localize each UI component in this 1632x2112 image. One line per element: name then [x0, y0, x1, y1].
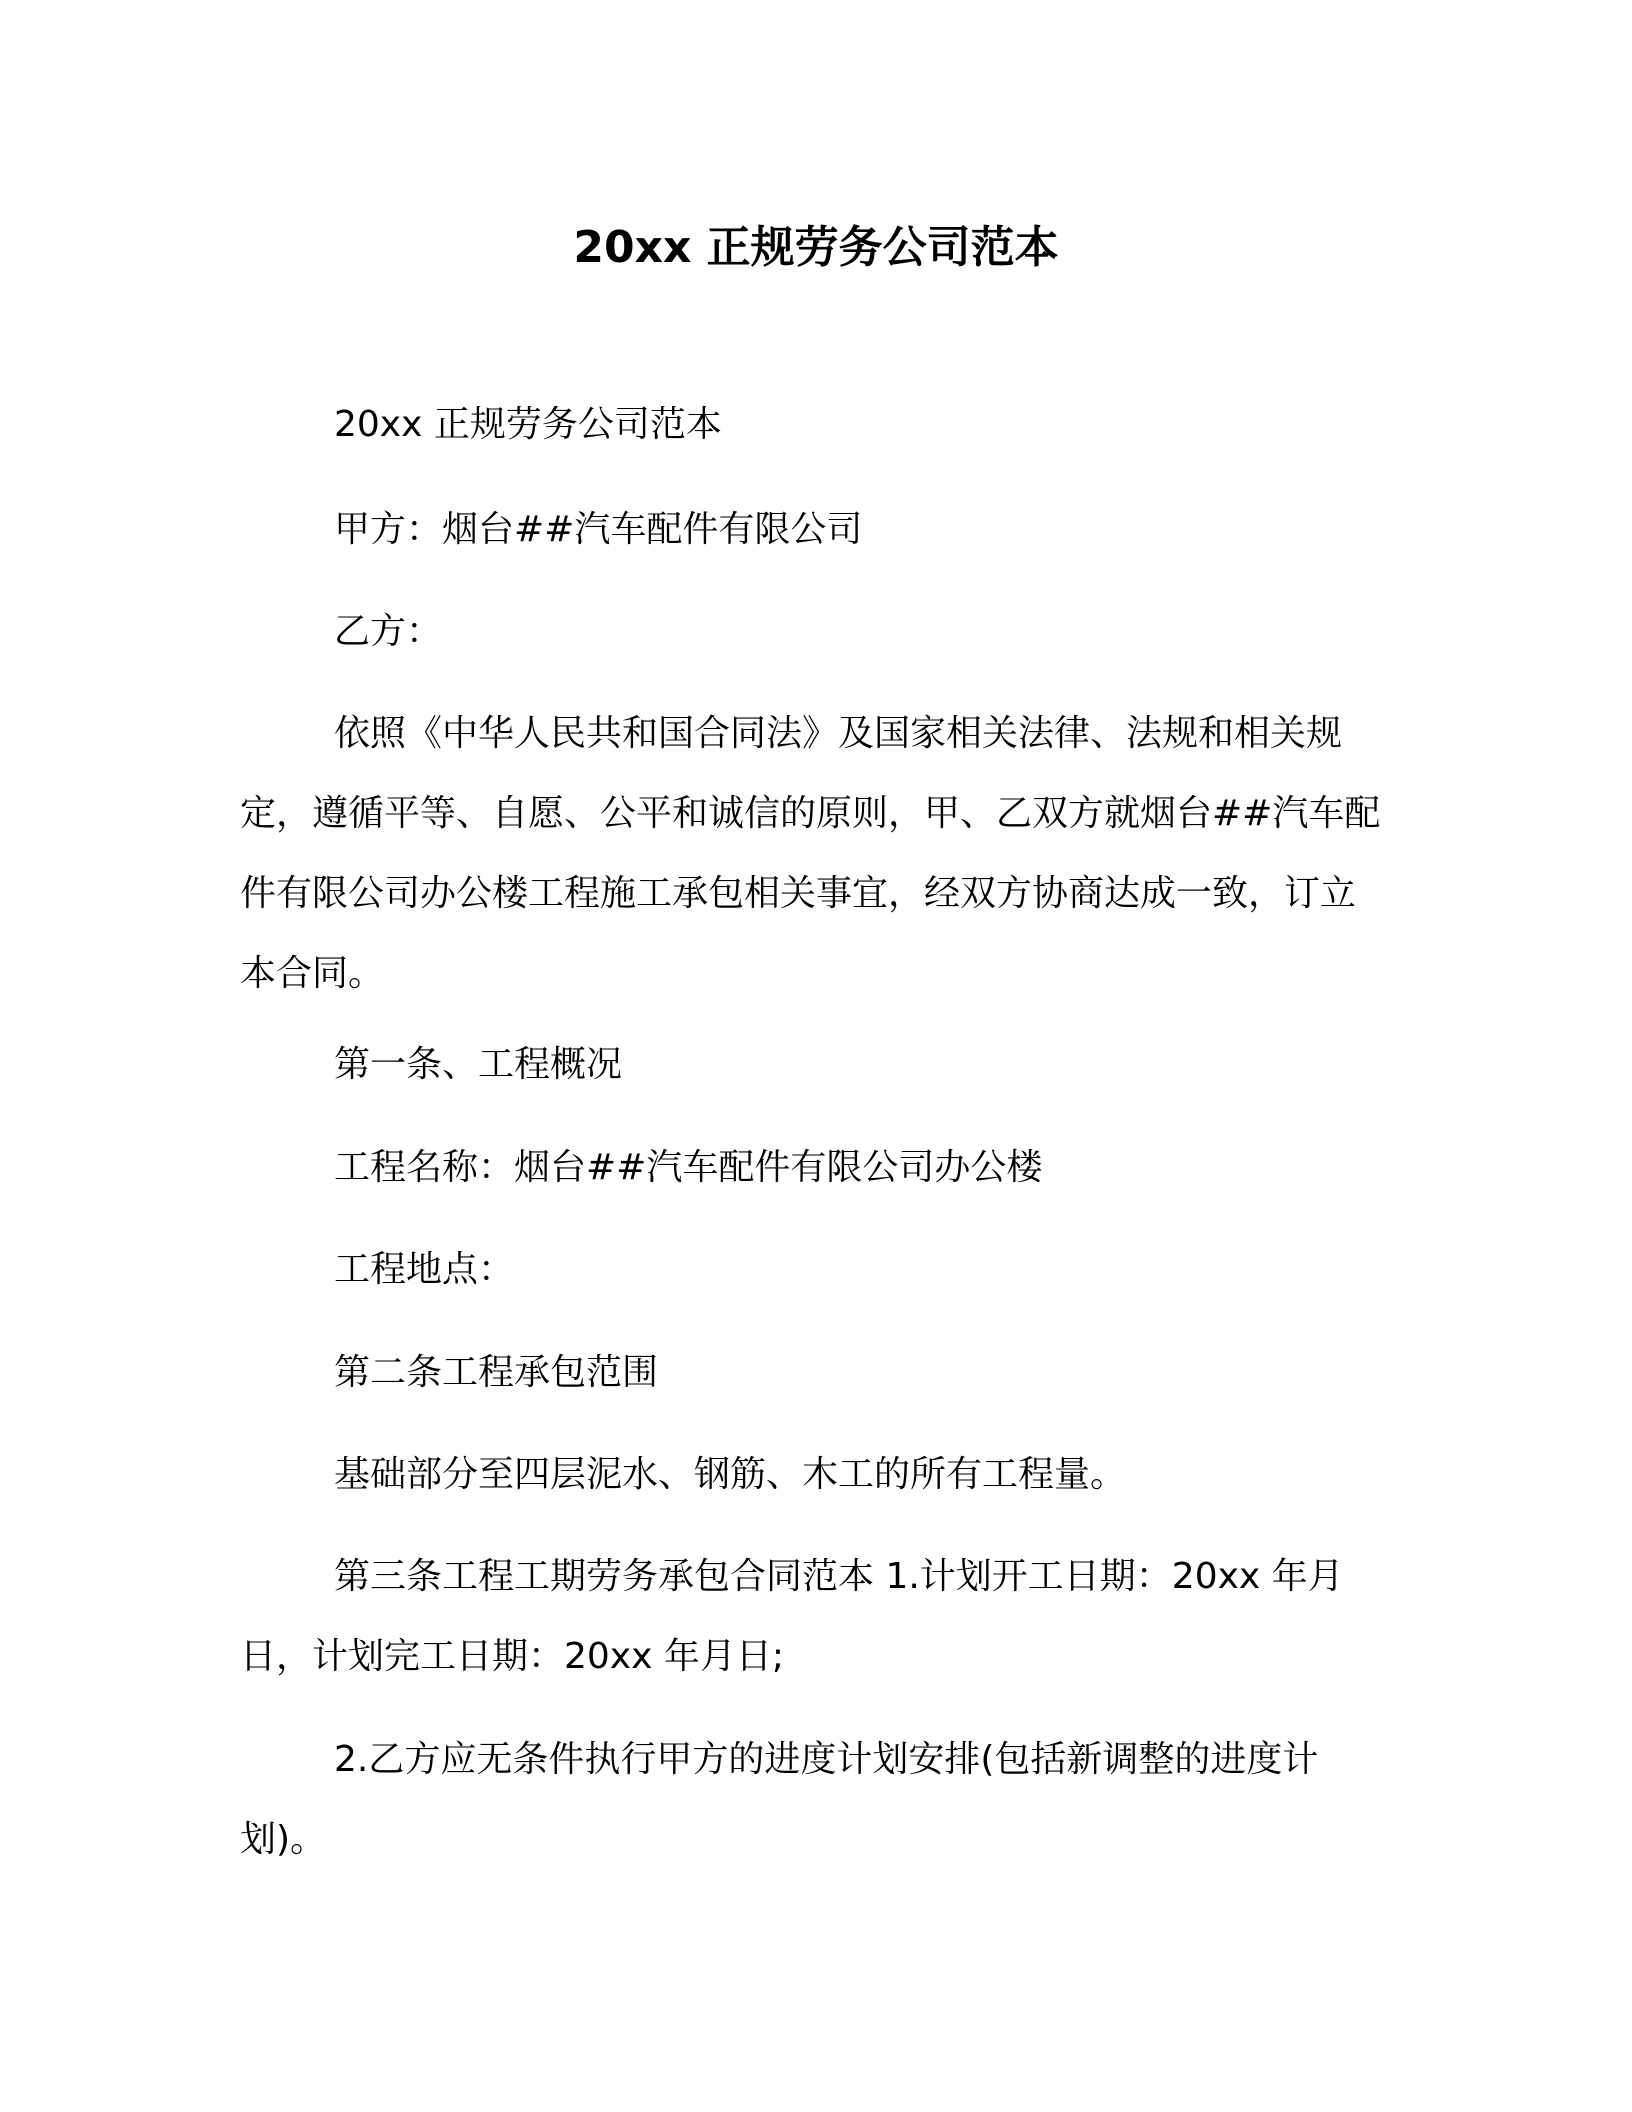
article-2-heading: 第二条工程承包范围 [334, 1352, 659, 1393]
document-title: 20xx 正规劳务公司范本 [573, 222, 1059, 273]
project-location-paragraph: 工程地点： [334, 1249, 515, 1290]
article-1-heading: 第一条、工程概况 [334, 1044, 623, 1085]
project-name-paragraph: 工程名称：烟台##汽车配件有限公司办公楼 [334, 1147, 1043, 1188]
party-b-paragraph: 乙方： [334, 611, 443, 652]
scope-paragraph: 基础部分至四层泥水、钢筋、木工的所有工程量。 [334, 1454, 1127, 1495]
party-a-paragraph: 甲方：烟台##汽车配件有限公司 [334, 509, 863, 550]
item-2-paragraph: 2.乙方应无条件执行甲方的进度计划安排(包括新调整的进度计划)。 [240, 1739, 1319, 1860]
subtitle-paragraph: 20xx 正规劳务公司范本 [334, 404, 722, 445]
preamble-paragraph: 依照《中华人民共和国合同法》及国家相关法律、法规和相关规定，遵循平等、自愿、公平和诚信的原则，甲、乙双方就烟台##汽车配件有限公司办公楼工程施工承包相关事宜，经双方协商达成一致，订立本合同。 [240, 713, 1381, 994]
article-3-paragraph: 第三条工程工期劳务承包合同范本 1.计划开工日期：20xx 年月日，计划完工日期：20xx 年月日; [240, 1556, 1344, 1677]
